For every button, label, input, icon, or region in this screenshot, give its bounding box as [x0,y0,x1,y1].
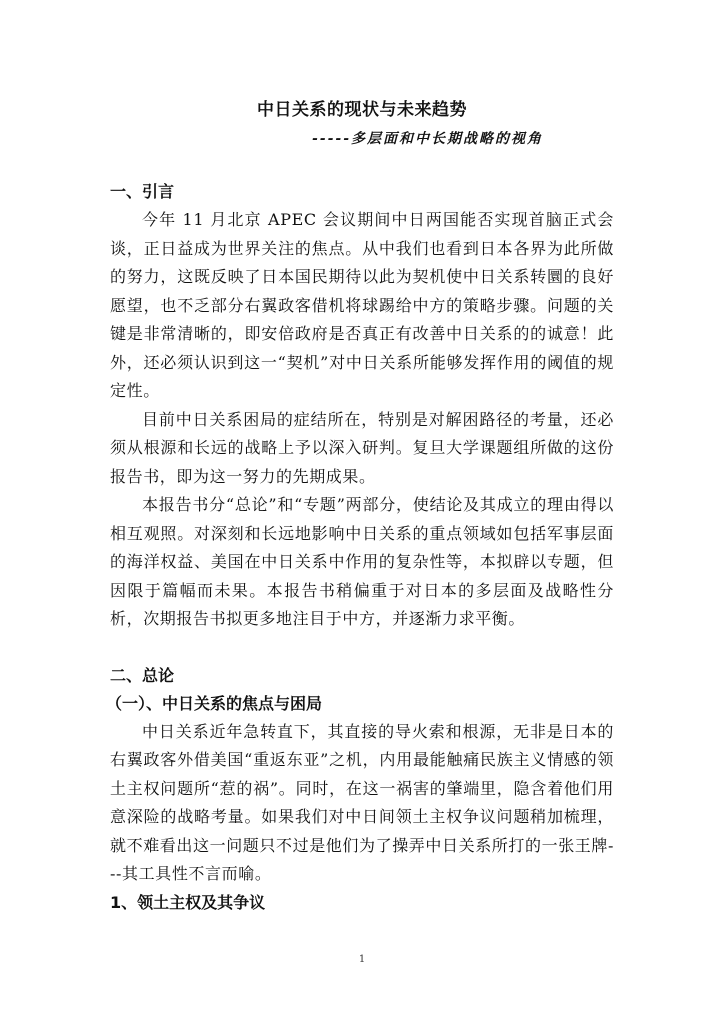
subsection-heading-focus: （一）、中日关系的焦点与困局 [106,693,323,713]
page-number: 1 [358,954,366,965]
paragraph-intro-3: 本报告书分“总论”和“专题”两部分，使结论及其成立的理由得以相互观照。对深刻和长远地影响中日关系的重点领域如包括军事层面的海洋权益、美国在中日关系中作用的复杂性等，本拟辟以专题，但因限于篇幅而未果。本报告书稍偏重于对日本的多层面及战略性分析，次期报告书拟更多地注目于中方，并逐渐力求平衡。 [110,495,614,628]
paragraph-intro-2: 目前中日关系困局的症结所在，特别是对解困路径的考量，还必须从根源和长远的战略上予以深入研判。复旦大学课题组所做的这份报告书，即为这一努力的先期成果。 [110,409,614,486]
document-subtitle: -----多层面和中长期战略的视角 [312,131,544,147]
section-heading-general: 二、总论 [110,665,175,685]
section-gap [110,634,614,662]
section-heading-intro: 一、引言 [110,182,175,201]
document-body [106,178,615,917]
paragraph-general-1: 中日关系近年急转直下，其直接的导火索和根源，无非是日本的右翼政客外借美国“重返东亚”之机，内用最能触痛民族主义情感的领土主权问题所“惹的祸”。同时，在这一祸害的肇端里，隐含着他们用意深险的战略考量。如果我们对中日间领土主权争议问题稍加梳理，就不难看出这一问题只不过是他们为了操弄中日关系所打的一张王牌---其工具性不言而喻。 [110,721,615,883]
document-title: 中日关系的现状与未来趋势 [257,100,467,120]
subsection-heading-territory: 1、领土主权及其争议 [110,892,266,912]
paragraph-intro-1: 今年 11 月北京 APEC 会议期间中日两国能否实现首脑正式会谈，正日益成为世界关注的焦点。从中我们也看到日本各界为此所做的努力，这既反映了日本国民期待以此为契机使中日关系转圜的良好愿望，也不乏部分右翼政客借机将球踢给中方的策略步骤。问题的关键是非常清晰的，即安倍政府是否真正有改善中日关系的的诚意！此外，还必须认识到这一“契机”对中日关系所能够发挥作用的阈值的规定性。 [110,210,614,400]
